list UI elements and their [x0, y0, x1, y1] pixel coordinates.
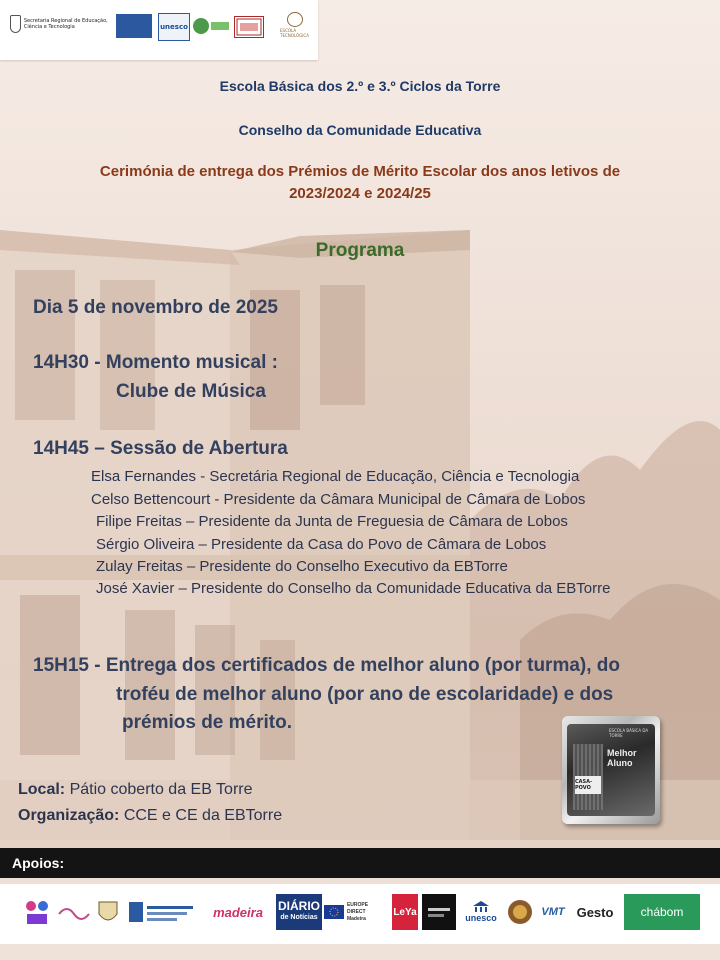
europe-direct-title: EUROPE DIRECT: [346, 901, 369, 915]
sponsor-logo-3: [96, 894, 120, 930]
event-date: Dia 5 de novembro de 2025: [33, 297, 278, 318]
speaker-5: Zulay Freitas – Presidente do Conselho Executivo da EBTorre: [96, 558, 508, 575]
sponsor-chabom: chábom: [624, 894, 700, 930]
trophy-casa: CASA-POVO: [575, 776, 601, 794]
programa-title: Programa: [315, 240, 405, 261]
sponsor-logo-1: [22, 894, 52, 930]
sponsor-logo-4: [128, 894, 196, 930]
sponsor-unesco: [460, 894, 502, 930]
item2-title: 14H45 – Sessão de Abertura: [33, 438, 288, 459]
sponsor-gesto: Gesto: [576, 904, 614, 920]
sponsor-europe-direct: [324, 894, 388, 930]
apoios-label: Apoios:: [12, 855, 65, 871]
trophy-label: Melhor Aluno: [607, 748, 637, 768]
wave-icon: [57, 900, 91, 924]
organizacao-label: Organização:: [18, 807, 120, 824]
item3-line-1: 15H15 - Entrega dos certificados de melhor aluno (por turma), do: [33, 655, 620, 676]
coat-of-arms-icon: [97, 898, 119, 926]
temple-icon: [473, 901, 489, 913]
diario-subtitle: de Notícias: [280, 914, 318, 921]
speaker-1: Elsa Fernandes - Secretária Regional de Educação, Ciência e Tecnologia: [91, 468, 580, 485]
seal-emblem-icon: [507, 899, 533, 925]
organizacao-value: CCE e CE da EBTorre: [123, 807, 283, 824]
sponsor-logo-2: [56, 894, 92, 930]
unesco-label: unesco: [465, 913, 497, 923]
eco-school-logo: [190, 15, 232, 37]
organizacao-info: [18, 807, 282, 825]
council-name: Conselho da Comunidade Educativa: [238, 122, 482, 138]
brand-mark-icon: [424, 902, 454, 922]
speaker-6: José Xavier – Presidente do Conselho da Comunidade Educativa da EBTorre: [96, 580, 611, 597]
crest-icon: [10, 15, 21, 33]
sponsor-leya: LeYa: [392, 894, 418, 930]
programme-logo: [234, 16, 264, 38]
item1-subtitle: Clube de Música: [116, 381, 266, 402]
local-label: Local:: [18, 781, 66, 798]
school-name: Escola Básica dos 2.º e 3.º Ciclos da Torre: [219, 78, 501, 94]
escola-tecnologica-logo: ESCOLA TECNOLÓGICA: [280, 12, 310, 38]
ceremony-line-1: Cerimónia de entrega dos Prémios de Mérito Escolar dos anos letivos de: [99, 163, 621, 180]
sponsor-madeira: madeira: [213, 904, 263, 920]
badge-icon: [236, 18, 262, 36]
secretaria-logo: Secretaria Regional de Educação, Ciência e Tecnologia: [10, 10, 110, 38]
trophy-image: [562, 716, 660, 824]
europe-direct-sub: Madeira: [346, 915, 366, 922]
people-icon: [23, 896, 51, 928]
trophy-plaque: [567, 724, 655, 816]
item3-line-2: troféu de melhor aluno (por ano de escolaridade) e dos: [116, 684, 614, 705]
eu-flag-icon: [324, 905, 344, 919]
speaker-3: Filipe Freitas – Presidente da Junta de Freguesia de Câmara de Lobos: [96, 513, 568, 530]
leaf-icon: [191, 16, 231, 36]
item1-time-title: 14H30 - Momento musical :: [33, 352, 278, 373]
sponsor-seal: [506, 894, 534, 930]
item3-line-3: prémios de mérito.: [122, 712, 292, 733]
unesco-header-logo: unesco: [158, 13, 190, 41]
speaker-2: Celso Bettencourt - Presidente da Câmara Municipal de Câmara de Lobos: [91, 491, 586, 508]
seal-icon: [287, 12, 303, 27]
local-value: Pátio coberto da EB Torre: [69, 781, 253, 798]
sponsor-logo-dark: [422, 894, 456, 930]
sponsor-vmt: VMT: [541, 906, 565, 918]
institute-logo-icon: [129, 898, 195, 926]
ministry-logo: [116, 14, 152, 38]
speaker-4: Sérgio Oliveira – Presidente da Casa do Povo de Câmara de Lobos: [96, 536, 547, 553]
sponsor-diario: [276, 894, 322, 930]
header-logos-strip: [0, 0, 318, 60]
apoios-bar: [0, 848, 720, 878]
trophy-header: ESCOLA BÁSICA DA TORRE: [609, 728, 649, 738]
diario-title: DIÁRIO: [278, 899, 320, 913]
ceremony-title: [0, 161, 720, 205]
local-info: [18, 781, 253, 799]
ceremony-line-2: 2023/2024 e 2024/25: [289, 185, 431, 202]
